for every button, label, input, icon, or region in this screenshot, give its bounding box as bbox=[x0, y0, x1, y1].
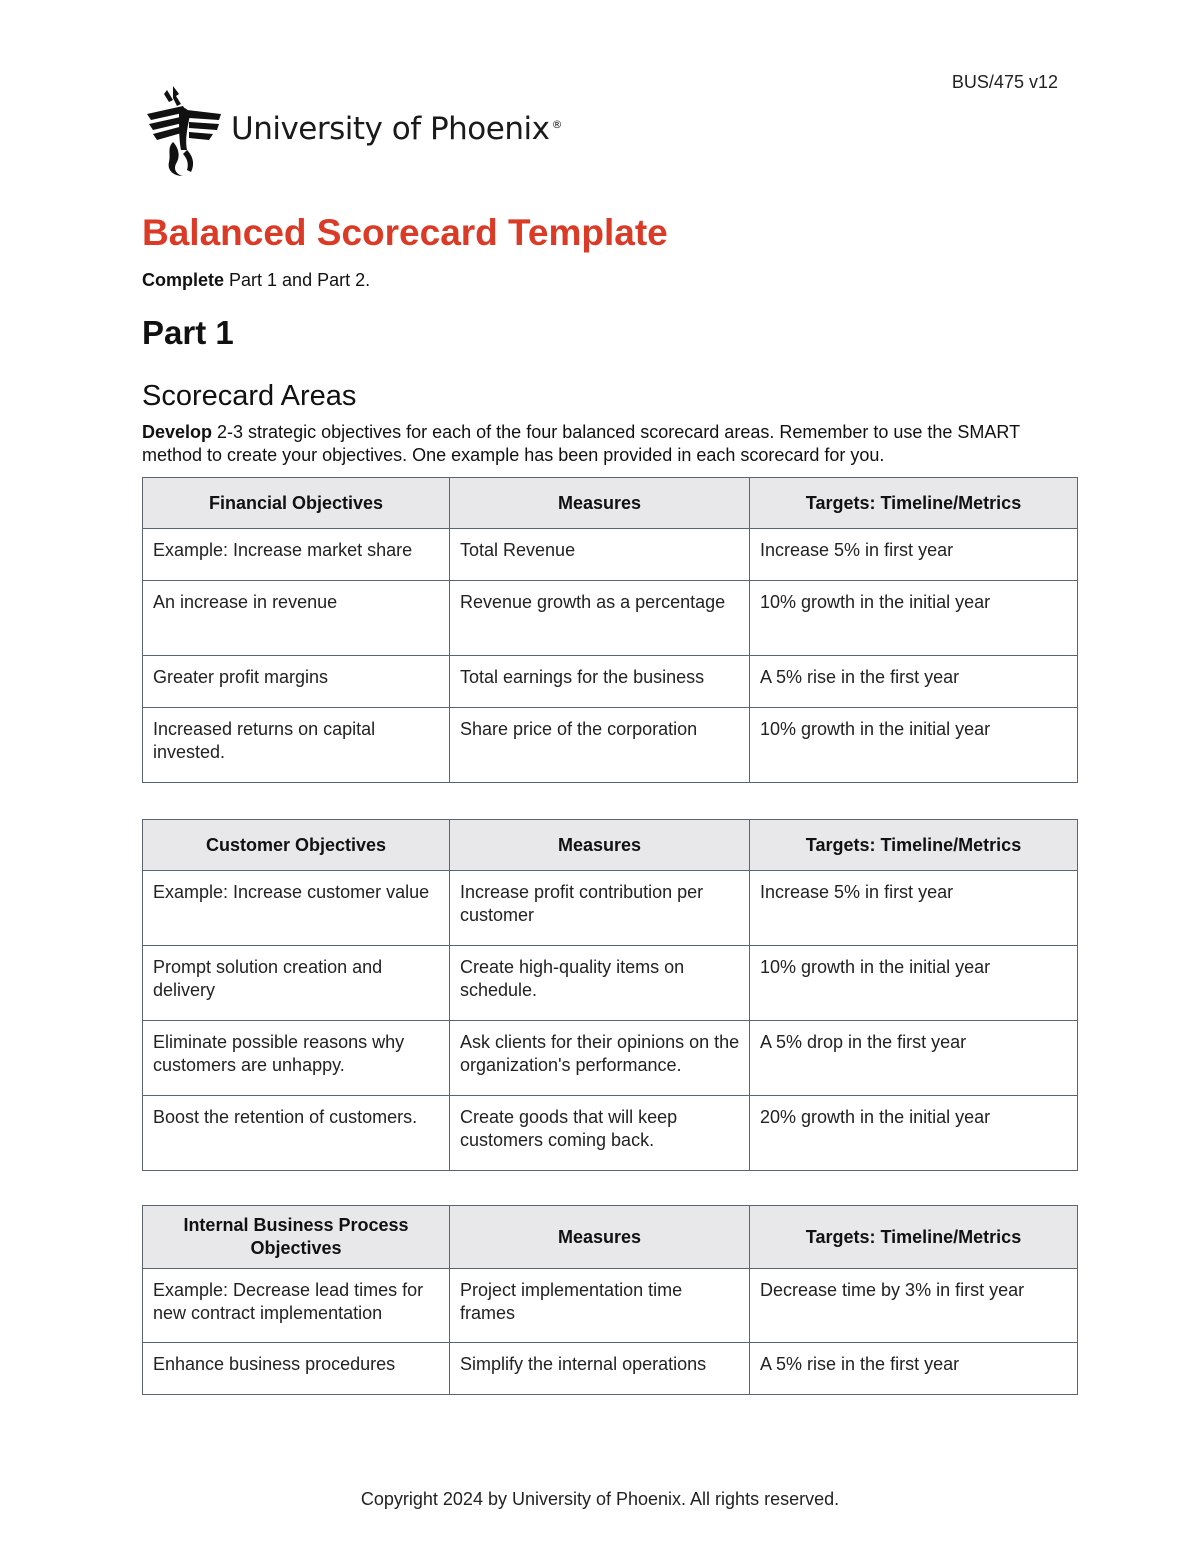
table-row bbox=[143, 656, 1078, 708]
column-header: Targets: Timeline/Metrics bbox=[750, 820, 1078, 871]
table-row bbox=[143, 581, 1078, 656]
table-cell[interactable]: Revenue growth as a percentage bbox=[450, 581, 750, 656]
financial-objectives-table bbox=[142, 477, 1078, 783]
table-cell[interactable]: Prompt solution creation and delivery bbox=[143, 946, 450, 1021]
table-row bbox=[143, 1269, 1078, 1343]
table-cell[interactable]: Ask clients for their opinions on the organization's performance. bbox=[450, 1021, 750, 1096]
table-cell[interactable]: Simplify the internal operations bbox=[450, 1343, 750, 1395]
table-cell[interactable]: Project implementation time frames bbox=[450, 1269, 750, 1343]
column-header: Measures bbox=[450, 820, 750, 871]
table-cell[interactable]: An increase in revenue bbox=[143, 581, 450, 656]
table-row bbox=[143, 1096, 1078, 1171]
instruction: Complete Part 1 and Part 2. bbox=[142, 270, 371, 290]
table-cell[interactable]: Total earnings for the business bbox=[450, 656, 750, 708]
table-cell[interactable]: Enhance business procedures bbox=[143, 1343, 450, 1395]
part-heading: Part 1 bbox=[142, 314, 234, 351]
table-cell[interactable]: Example: Increase customer value bbox=[143, 871, 450, 946]
table-row bbox=[143, 946, 1078, 1021]
column-header: Customer Objectives bbox=[143, 820, 450, 871]
table-cell[interactable]: A 5% drop in the first year bbox=[750, 1021, 1078, 1096]
table-cell[interactable]: Increase 5% in first year bbox=[750, 871, 1078, 946]
table-row bbox=[143, 529, 1078, 581]
table-header-row bbox=[143, 820, 1078, 871]
table-cell[interactable]: Create goods that will keep customers coming back. bbox=[450, 1096, 750, 1171]
table-cell[interactable]: 10% growth in the initial year bbox=[750, 581, 1078, 656]
logo-text: University of Phoenix ® bbox=[231, 111, 562, 147]
table-cell[interactable]: Increase profit contribution per customer bbox=[450, 871, 750, 946]
document-title: Balanced Scorecard Template bbox=[142, 212, 668, 253]
column-header: Targets: Timeline/Metrics bbox=[750, 1206, 1078, 1269]
table-cell[interactable]: 10% growth in the initial year bbox=[750, 946, 1078, 1021]
column-header: Targets: Timeline/Metrics bbox=[750, 478, 1078, 529]
table-cell[interactable]: 20% growth in the initial year bbox=[750, 1096, 1078, 1171]
table-cell[interactable]: 10% growth in the initial year bbox=[750, 708, 1078, 783]
customer-objectives-table bbox=[142, 819, 1078, 1171]
table-cell[interactable]: Eliminate possible reasons why customers are unhappy. bbox=[143, 1021, 450, 1096]
column-header: Measures bbox=[450, 478, 750, 529]
phoenix-bird-icon bbox=[143, 84, 223, 178]
table-cell[interactable]: Increase 5% in first year bbox=[750, 529, 1078, 581]
column-header: Financial Objectives bbox=[143, 478, 450, 529]
table-cell[interactable]: Total Revenue bbox=[450, 529, 750, 581]
course-code: BUS/475 v12 bbox=[951, 72, 1058, 92]
table-row bbox=[143, 1021, 1078, 1096]
column-header: Measures bbox=[450, 1206, 750, 1269]
table-cell[interactable]: Greater profit margins bbox=[143, 656, 450, 708]
table-cell[interactable]: Example: Increase market share bbox=[143, 529, 450, 581]
column-header: Internal Business Process Objectives bbox=[143, 1206, 450, 1269]
university-logo bbox=[143, 84, 562, 178]
table-cell[interactable]: Boost the retention of customers. bbox=[143, 1096, 450, 1171]
table-cell[interactable]: A 5% rise in the first year bbox=[750, 656, 1078, 708]
copyright-footer: Copyright 2024 by University of Phoenix. All rights reserved. bbox=[360, 1489, 840, 1509]
table-cell[interactable]: A 5% rise in the first year bbox=[750, 1343, 1078, 1395]
table-cell[interactable]: Create high-quality items on schedule. bbox=[450, 946, 750, 1021]
table-row bbox=[143, 708, 1078, 783]
intro-paragraph: Develop 2-3 strategic objectives for each of the four balanced scorecard areas. Remember to use the SMART method to create your objectives. One example has been provided in each scorecard for you. bbox=[142, 422, 1020, 465]
table-cell[interactable]: Decrease time by 3% in first year bbox=[750, 1269, 1078, 1343]
table-cell[interactable]: Increased returns on capital invested. bbox=[143, 708, 450, 783]
table-row bbox=[143, 1343, 1078, 1395]
table-row bbox=[143, 871, 1078, 946]
table-cell[interactable]: Share price of the corporation bbox=[450, 708, 750, 783]
table-header-row bbox=[143, 478, 1078, 529]
table-cell[interactable]: Example: Decrease lead times for new contract implementation bbox=[143, 1269, 450, 1343]
section-heading: Scorecard Areas bbox=[142, 380, 357, 412]
table-header-row bbox=[143, 1206, 1078, 1269]
internal-business-process-table bbox=[142, 1205, 1078, 1395]
